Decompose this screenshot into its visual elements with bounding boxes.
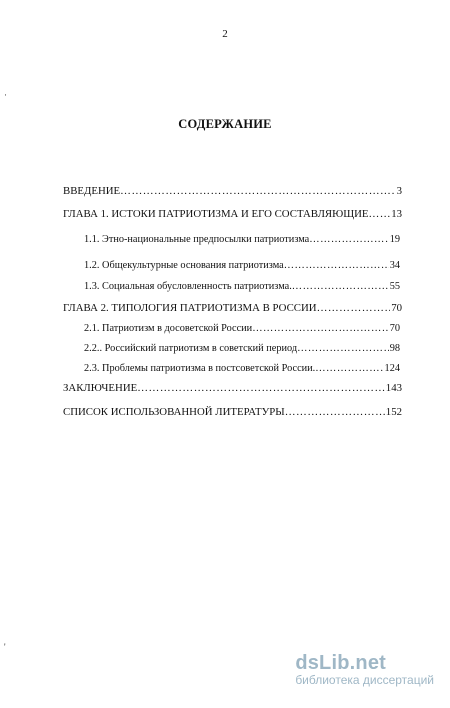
toc-entry-section-2-1[interactable] — [84, 322, 400, 336]
toc-leader-dots — [252, 322, 389, 336]
toc-entry-section-1-2[interactable] — [84, 259, 400, 273]
scan-mark: ' — [4, 642, 6, 652]
toc-entry-section-1-3[interactable] — [84, 280, 400, 294]
toc-leader-dots — [120, 184, 395, 198]
toc-entry-section-2-3[interactable] — [84, 362, 400, 376]
toc-entry-chapter-1[interactable] — [63, 207, 402, 221]
toc-entry-label: 1.2. Общекультурные основания патриотизма — [84, 260, 284, 271]
toc-entry-page: 70 — [389, 323, 400, 334]
toc-entry-page: 19 — [389, 234, 400, 245]
toc-entry-page: 34 — [389, 260, 400, 271]
toc-entry-bibliography[interactable] — [63, 405, 402, 419]
toc-entry-page: 55 — [389, 281, 400, 292]
toc-entry-label: ГЛАВА 2. ТИПОЛОГИЯ ПАТРИОТИЗМА В РОССИИ — [63, 302, 317, 314]
toc-entry-section-1-1[interactable] — [84, 233, 400, 247]
toc-leader-dots — [284, 259, 389, 273]
toc-entry-label: ЗАКЛЮЧЕНИЕ — [63, 382, 138, 394]
toc-entry-page: 13 — [391, 208, 402, 220]
toc-leader-dots — [309, 233, 388, 247]
toc-entry-label: 2.2.. Российский патриотизм в советский период — [84, 343, 298, 354]
toc-entry-label: 1.1. Этно-национальные предпосылки патриотизма — [84, 234, 310, 245]
toc-entry-label: 1.3. Социальная обусловленность патриотизма. — [84, 281, 292, 292]
scan-mark: · — [4, 90, 7, 100]
watermark-subtitle: библиотека диссертаций — [295, 673, 434, 687]
toc-entry-introduction[interactable] — [63, 184, 402, 198]
toc-leader-dots — [285, 405, 385, 419]
watermark[interactable] — [295, 652, 434, 687]
toc-entry-chapter-2[interactable] — [63, 301, 402, 315]
toc-entry-page: 143 — [385, 382, 402, 394]
toc-title: СОДЕРЖАНИЕ — [178, 117, 272, 131]
toc-entry-label: ГЛАВА 1. ИСТОКИ ПАТРИОТИЗМА И ЕГО СОСТАВЛЯЮЩИЕ — [63, 208, 369, 220]
toc-entry-label: ВВЕДЕНИЕ — [63, 185, 121, 197]
toc-entry-label: 2.1. Патриотизм в досоветской России — [84, 323, 253, 334]
toc-entry-conclusion[interactable] — [63, 381, 402, 395]
toc-entry-label: СПИСОК ИСПОЛЬЗОВАННОЙ ЛИТЕРАТУРЫ — [63, 406, 285, 418]
toc-entry-label: 2.3. Проблемы патриотизма в постсоветской России. — [84, 363, 316, 374]
toc-leader-dots — [292, 280, 389, 294]
toc-entry-page: 70 — [391, 302, 402, 314]
page-number: 2 — [222, 28, 228, 40]
toc-entry-page: 124 — [384, 363, 400, 374]
toc-entry-page: 98 — [389, 343, 400, 354]
toc-entry-page: 3 — [396, 185, 402, 197]
toc-leader-dots — [317, 301, 391, 315]
toc-entry-page: 152 — [385, 406, 402, 418]
toc-leader-dots — [369, 207, 391, 221]
toc-leader-dots — [137, 381, 385, 395]
toc-leader-dots — [297, 342, 389, 356]
toc-leader-dots — [315, 362, 383, 376]
watermark-logo: dsLib.net — [295, 652, 386, 674]
toc-entry-section-2-2[interactable] — [84, 342, 400, 356]
